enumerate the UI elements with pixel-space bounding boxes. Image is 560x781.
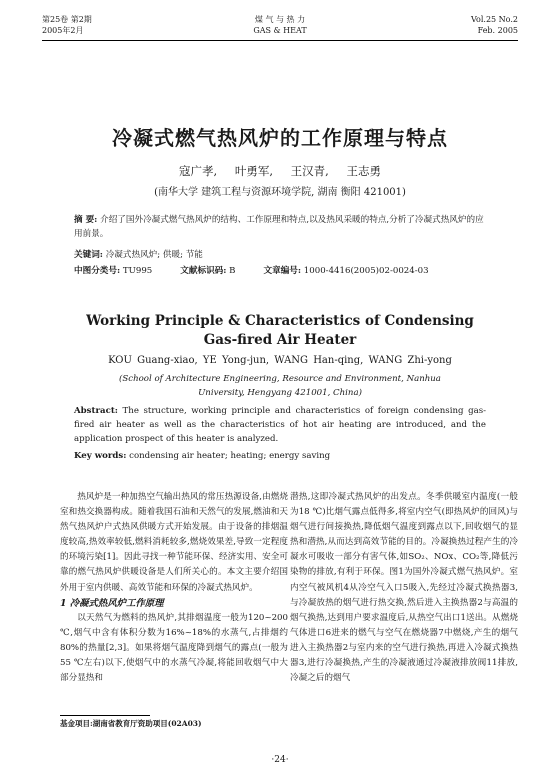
journal-volume: 第25卷 第2期 xyxy=(42,15,92,24)
continued-paragraph: 潜热,这即冷凝式热风炉的出发点。冬季供暖室内温度(一般为18 ℃)比烟气露点低得多,将室内空气(即热风炉的回风)与烟气进行间接换热,降低烟气温度到露点以下,回收烟气的显热和潜热,从而达到高效节能的目的。冷凝换热过程产生的冷凝水可吸收一部分有害气体,如SO₂、NOx、CO₂等,降低污染物的排放,有利于环保。图1为国外冷凝式燃气热风炉。室内空气被风机4从冷空气入口5吸入,先经过冷凝式换热器3,与冷凝放热的烟气进行热交换,然后进入主换热器2与高温的烟气换热,达到用户要求温度后,从热空气出口1送出。从燃烧气体进口6进来的燃气与空气在燃烧器7中燃烧,产生的烟气进入主换热器2与室内来的空气进行换热,再进入冷凝式换热器3,进行冷凝换热,产生的冷凝液通过冷凝液排放阀11排放,冷凝之后的烟气 xyxy=(290,492,518,684)
journal-volume-en: Vol.25 No.2 xyxy=(471,15,518,24)
doc-label: 文献标识码: xyxy=(180,266,227,276)
keywords-cn-label: 关键词: xyxy=(74,250,103,260)
article-number xyxy=(264,264,429,278)
header-rule xyxy=(42,40,518,41)
clc-number xyxy=(74,264,152,278)
header-right xyxy=(471,14,518,36)
section1-paragraph: 以天然气为燃料的热风炉,其排烟温度一般为120~200 ℃,烟气中含有体积分数为16%~18%的水蒸气,占排烟约80%的热量[2,3]。如果将烟气温度降到烟气的露点(一般为55 ℃左右)以下,使烟气中的水蒸气冷凝,将能回收烟气中大部分显热和 xyxy=(60,612,288,684)
abstract-cn-text: 介绍了国外冷凝式燃气热风炉的结构、工作原理和特点,以及热风采暖的特点,分析了冷凝式热风炉的应用前景。 xyxy=(74,215,484,239)
journal-name-cn: 煤 气 与 热 力 xyxy=(254,15,306,24)
paper-title-cn: 冷凝式燃气热风炉的工作原理与特点 xyxy=(112,126,448,150)
clc-value: TU995 xyxy=(122,266,153,276)
running-header xyxy=(42,14,518,48)
intro-paragraph: 热风炉是一种加热空气输出热风的常压热源设备,由燃烧室和热交换器构成。随着我国石油和天然气的发展,燃油和天然气热风炉户式热风供暖方式开始发展。由于设备的排烟温度较高,热效率较低,燃料消耗较多,燃烧效果差,导致一定程度的环境污染[1]。因此寻找一种节能环保、经济实用、安全可靠的燃气热风炉供暖设备是人们所关心的。本文主要介绍国外用于室内供暖、高效节能和环保的冷凝式热风炉。 xyxy=(60,492,288,593)
body-column-right xyxy=(290,490,518,686)
abstract-en-label: Abstract: xyxy=(74,406,118,416)
journal-name-en: GAS & HEAT xyxy=(253,26,307,35)
authors-en: KOU Guang-xiao, YE Yong-jun, WANG Han-qing, WANG Zhi-yong xyxy=(108,355,452,366)
funding-note: 基金项目:湖南省教育厅资助项目(02A03) xyxy=(60,719,202,728)
keywords-cn xyxy=(74,248,486,262)
journal-date: 2005年2月 xyxy=(42,26,84,35)
paper-title-en: Working Principle & Characteristics of Condensing Gas-fired Air Heater xyxy=(86,313,474,348)
abstract-cn-label: 摘 要: xyxy=(74,215,98,225)
abstract-cn xyxy=(74,213,486,241)
clc-label: 中图分类号: xyxy=(74,266,121,276)
header-center xyxy=(42,14,518,36)
footnote-rule xyxy=(60,715,150,716)
keywords-cn-text: 冷凝式热风炉; 供暖; 节能 xyxy=(105,250,203,260)
page-number: ·24· xyxy=(271,755,289,765)
body-column-left xyxy=(60,490,288,686)
keywords-en-text: condensing air heater; heating; energy saving xyxy=(129,451,331,461)
abstract-en xyxy=(74,404,486,446)
abstract-en-text: The structure, working principle and characteristics of foreign condensing gas-fired air heater as well as the characteristics of hot air heating are introduced, and the application prospect of this heater is analyzed. xyxy=(74,406,487,444)
affiliation-cn: (南华大学 建筑工程与资源环境学院, 湖南 衡阳 421001) xyxy=(154,187,406,198)
document-code xyxy=(180,264,235,278)
classification-line xyxy=(74,264,486,278)
keywords-en-label: Key words: xyxy=(74,451,127,461)
article-value: 1000-4416(2005)02-0024-03 xyxy=(303,266,429,276)
section-heading: 1 冷凝式热风炉工作原理 xyxy=(60,597,164,609)
doc-value: B xyxy=(229,266,236,276)
affiliation-en: (School of Architecture Engineering, Resource and Environment, Nanhua University, Hengyang 421001, China) xyxy=(119,374,441,398)
authors-cn: 寇广孝, 叶勇军, 王汉青, 王志勇 xyxy=(179,164,381,178)
journal-date-en: Feb. 2005 xyxy=(477,26,518,35)
article-label: 文章编号: xyxy=(263,266,302,276)
keywords-en xyxy=(74,449,486,463)
